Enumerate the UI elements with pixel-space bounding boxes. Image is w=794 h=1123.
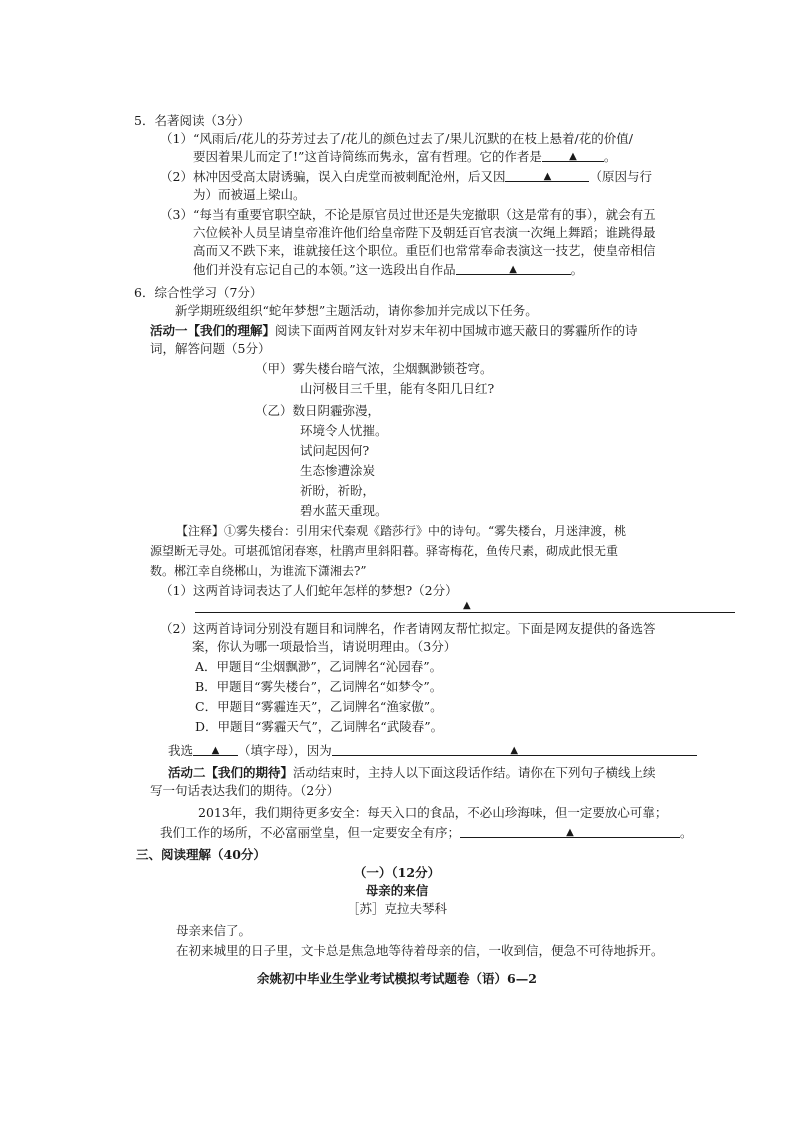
- q5-item3-line3: 高而又不跌下来，谁就接任这个职位。重臣们也常常奉命表演这一技艺，使皇帝相信: [193, 243, 656, 258]
- q5-item1-text: 要因着果儿而定了!”这首诗简练而隽永，富有哲理。它的作者是: [193, 149, 542, 164]
- answer-marker-icon: ▲: [463, 600, 471, 611]
- choice-reason-prefix: （填字母），因为: [238, 743, 332, 758]
- q5-item3-period: 。: [570, 262, 584, 277]
- option-d: D．甲题目“雾霾天气”，乙词牌名“武陵春”。: [195, 719, 444, 734]
- wish-line2: [160, 824, 693, 842]
- option-a: A．甲题目“尘烟飘渺”，乙词牌名“沁园春”。: [195, 659, 443, 674]
- subquestion2-line1: （2）这两首诗词分别没有题目和词牌名，作者请网友帮忙拟定。下面是网友提供的备选答: [160, 621, 656, 636]
- choice-prefix: 我选: [168, 743, 194, 758]
- q6-activity1-line2: 词，解答问题（5分）: [150, 341, 271, 356]
- option-b: B．甲题目“雾失楼台”，乙词牌名“如梦令”。: [195, 679, 443, 694]
- answer-marker-icon: ▲: [510, 745, 519, 756]
- annotation-line1: 【注释】①雾失楼台：引用宋代秦观《踏莎行》中的诗句。“雾失楼台，月迷津渡，桃: [176, 524, 627, 538]
- q5-item1-line2: [193, 148, 616, 166]
- passage-title: 母亲的来信: [365, 883, 429, 898]
- q5-item2-note: （原因与行: [589, 169, 652, 184]
- page-footer: 余姚初中毕业生学业考试模拟考试题卷（语）6—2: [257, 971, 537, 986]
- q6-activity1-line1: [150, 322, 638, 340]
- q5-item3-line4: [193, 261, 583, 279]
- passage-author: ［苏］克拉夫琴科: [346, 901, 447, 916]
- wish-period: 。: [680, 825, 693, 840]
- passage-paragraph1: 母亲来信了。: [176, 923, 252, 938]
- poem-b-line1: （乙）数日阴霾弥漫，: [255, 403, 381, 418]
- q6-heading: 6．综合性学习（7分）: [134, 285, 263, 300]
- q5-heading: 5．名著阅读（3分）: [134, 113, 250, 128]
- poem-a-line1: （甲）雾失楼台暗气浓，尘烟飘渺锁苍穹。: [255, 361, 493, 376]
- q5-item1-answer-blank[interactable]: [542, 148, 604, 162]
- q6-intro: 新学期班级组织“蛇年梦想”主题活动，请你参加并完成以下任务。: [175, 303, 538, 318]
- annotation-line2: 源望断无寻处。可堪孤馆闭春寒，杜鹃声里斜阳暮。驿寄梅花，鱼传尺素，砌成此恨无重: [150, 544, 619, 558]
- q5-item2-text: （2）林冲因受高太尉诱骗，误入白虎堂而被刺配沧州，后又因: [160, 169, 506, 184]
- poem-a-line2: 山河极目三千里，能有冬阳几日红?: [300, 381, 495, 396]
- q5-item2-line2: 为）而被逼上梁山。: [193, 187, 306, 202]
- wish-text: 我们工作的场所，不必富丽堂皇，但一定要安全有序；: [160, 825, 461, 840]
- passage-paragraph2: 在初来城里的日子里，文卡总是焦急地等待着母亲的信，一收到信，便急不可待地拆开。: [176, 943, 664, 958]
- q5-item3-line1: （3）“每当有重要官职空缺，不论是原官员过世还是失宠撤职（这是常有的事），就会有五: [160, 207, 656, 222]
- q6-activity2-line2: 写一句话表达我们的期待。（2分）: [150, 783, 340, 798]
- q5-item1-period: 。: [603, 149, 617, 164]
- q5-item3-answer-blank[interactable]: [456, 261, 571, 275]
- activity2-label: 活动二【我们的期待】: [168, 765, 294, 780]
- activity1-text: 阅读下面两首网友针对岁末年初中国城市遮天蔽日的雾霾所作的诗: [275, 323, 638, 338]
- poem-b-line2: 环境令人忧摧。: [300, 423, 388, 438]
- reading-part-label: （一）（12分）: [353, 865, 441, 880]
- q5-item2-line1: [160, 168, 652, 186]
- choice-line: [168, 742, 697, 760]
- activity2-text: 活动结束时，主持人以下面这段话作结。请你在下列句子横线上续: [293, 765, 656, 780]
- q5-item2-answer-blank[interactable]: [505, 168, 589, 182]
- option-c: C．甲题目“雾霾连天”，乙词牌名“渔家傲”。: [195, 699, 443, 714]
- section3-heading: 三、阅读理解（40分）: [136, 847, 266, 862]
- answer-marker-icon: ▲: [509, 264, 517, 275]
- subquestion2-line2: 案，你认为哪一项最恰当，请说明理由。（3分）: [192, 639, 457, 654]
- poem-b-line3: 试问起因何?: [300, 443, 370, 458]
- answer-marker-icon: ▲: [211, 745, 220, 756]
- choice-reason-blank[interactable]: [332, 742, 697, 756]
- poem-b-line6: 碧水蓝天重现。: [300, 503, 388, 518]
- poem-b-line4: 生态惨遭涂炭: [300, 463, 376, 478]
- q5-item1-line1: （1）“风雨后/花儿的芬芳过去了/花儿的颜色过去了/果儿沉默的在枝上悬着/花的价值/: [160, 131, 633, 146]
- wish-line1: 2013年，我们期待更多安全：每天入口的食品，不必山珍海味，但一定要放心可靠；: [198, 805, 668, 820]
- activity1-label: 活动一【我们的理解】: [150, 323, 276, 338]
- answer-marker-icon: ▲: [569, 151, 577, 162]
- q6-activity2-line1: [168, 764, 656, 782]
- choice-letter-blank[interactable]: [193, 742, 238, 756]
- q5-item3-text: 他们并没有忘记自己的本领。”这一选段出自作品: [193, 262, 456, 277]
- subquestion1-answer-line[interactable]: [195, 612, 735, 613]
- answer-marker-icon: ▲: [543, 171, 552, 182]
- wish-answer-blank[interactable]: [460, 824, 680, 838]
- answer-marker-icon: ▲: [566, 827, 574, 838]
- poem-b-line5: 祈盼，祈盼，: [300, 483, 376, 498]
- subquestion1: （1）这两首诗词表达了人们蛇年怎样的梦想?（2分）: [160, 583, 458, 598]
- annotation-line3: 数。郴江幸自绕郴山，为谁流下潇湘去?”: [150, 564, 367, 578]
- q5-item3-line2: 六位候补人员呈请皇帝准许他们给皇帝陛下及朝廷百官表演一次绳上舞蹈；谁跳得最: [193, 225, 656, 240]
